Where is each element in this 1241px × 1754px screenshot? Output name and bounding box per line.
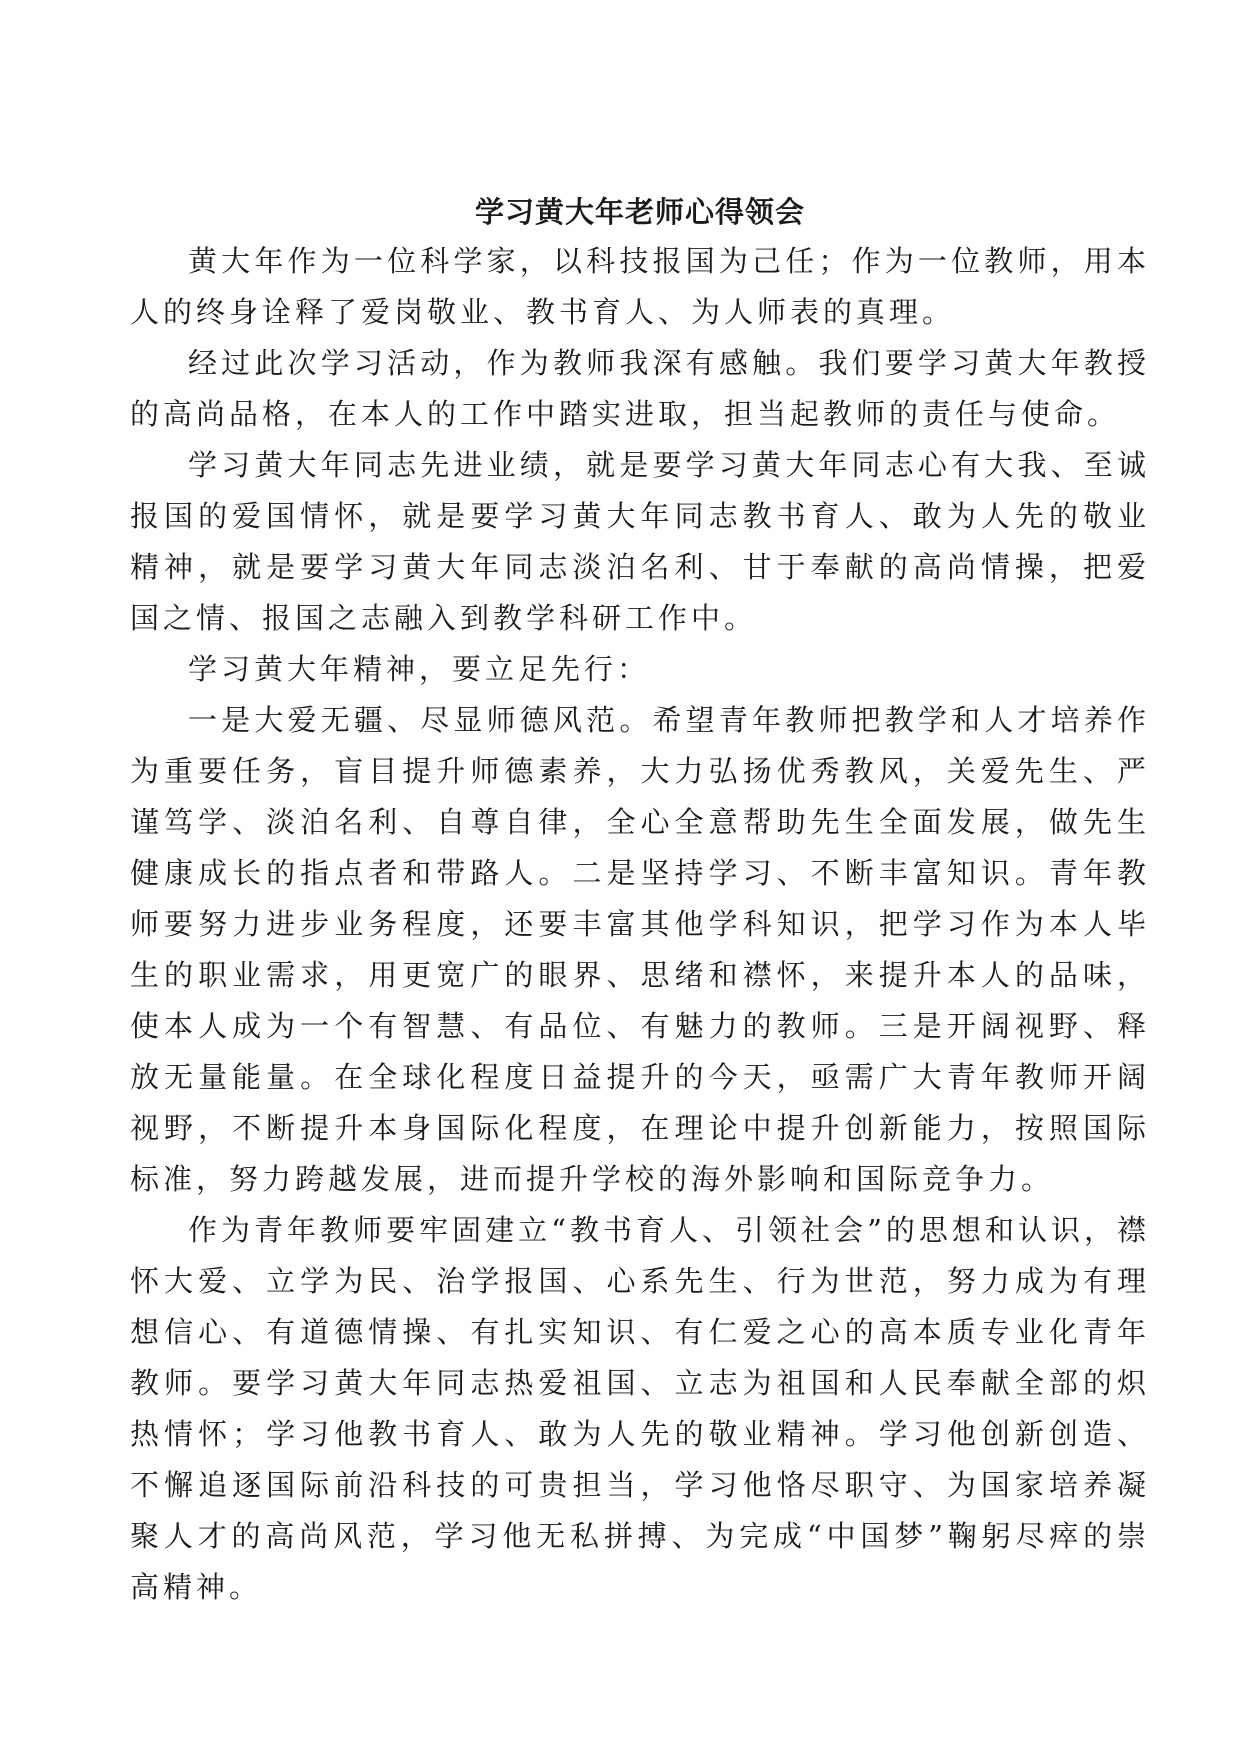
document-title: 学习黄大年老师心得领会 (474, 195, 805, 229)
paragraph-4: 学习黄大年精神，要立足先行： (188, 652, 651, 686)
paragraph-5: 一是大爱无疆、尽显师德风范。希望青年教师把教学和人才培养作为重要任务，盲目提升师德素养，大力弘扬优秀教风，关爱先生、严谨笃学、淡泊名利、自尊自律，全心全意帮助先生全面发展，做先生健康成长的指点者和带路人。二是坚持学习、不断丰富知识。青年教师要努力进步业务程度，还要丰富其他学科知识，把学习作为本人毕生的职业需求，用更宽广的眼界、思绪和襟怀，来提升本人的品味，使本人成为一个有智慧、有品位、有魅力的教师。三是开阔视野、释放无量能量。在全球化程度日益提升的今天，亟需广大青年教师开阔视野，不断提升本身国际化程度，在理论中提升创新能力，按照国际标准，努力跨越发展，进而提升学校的海外影响和国际竞争力。 (130, 703, 1150, 1196)
paragraph-3: 学习黄大年同志先进业绩，就是要学习黄大年同志心有大我、至诚报国的爱国情怀，就是要学习黄大年同志教书育人、敢为人先的敬业精神，就是要学习黄大年同志淡泊名利、甘于奉献的高尚情操，把爱国之情、报国之志融入到教学科研工作中。 (130, 448, 1150, 635)
document-page (130, 190, 1150, 1613)
paragraph-2: 经过此次学习活动，作为教师我深有感触。我们要学习黄大年教授的高尚品格，在本人的工作中踏实进取，担当起教师的责任与使命。 (130, 346, 1150, 431)
paragraph-1: 黄大年作为一位科学家，以科技报国为己任；作为一位教师，用本人的终身诠释了爱岗敬业、教书育人、为人师表的真理。 (130, 244, 1150, 329)
paragraph-6: 作为青年教师要牢固建立“教书育人、引领社会”的思想和认识，襟怀大爱、立学为民、治学报国、心系先生、行为世范，努力成为有理想信心、有道德情操、有扎实知识、有仁爱之心的高本质专业化青年教师。要学习黄大年同志热爱祖国、立志为祖国和人民奉献全部的炽热情怀；学习他教书育人、敢为人先的敬业精神。学习他创新创造、不懈追逐国际前沿科技的可贵担当，学习他恪尽职守、为国家培养凝聚人才的高尚风范，学习他无私拼搏、为完成“中国梦”鞠躬尽瘁的崇高精神。 (130, 1213, 1150, 1604)
